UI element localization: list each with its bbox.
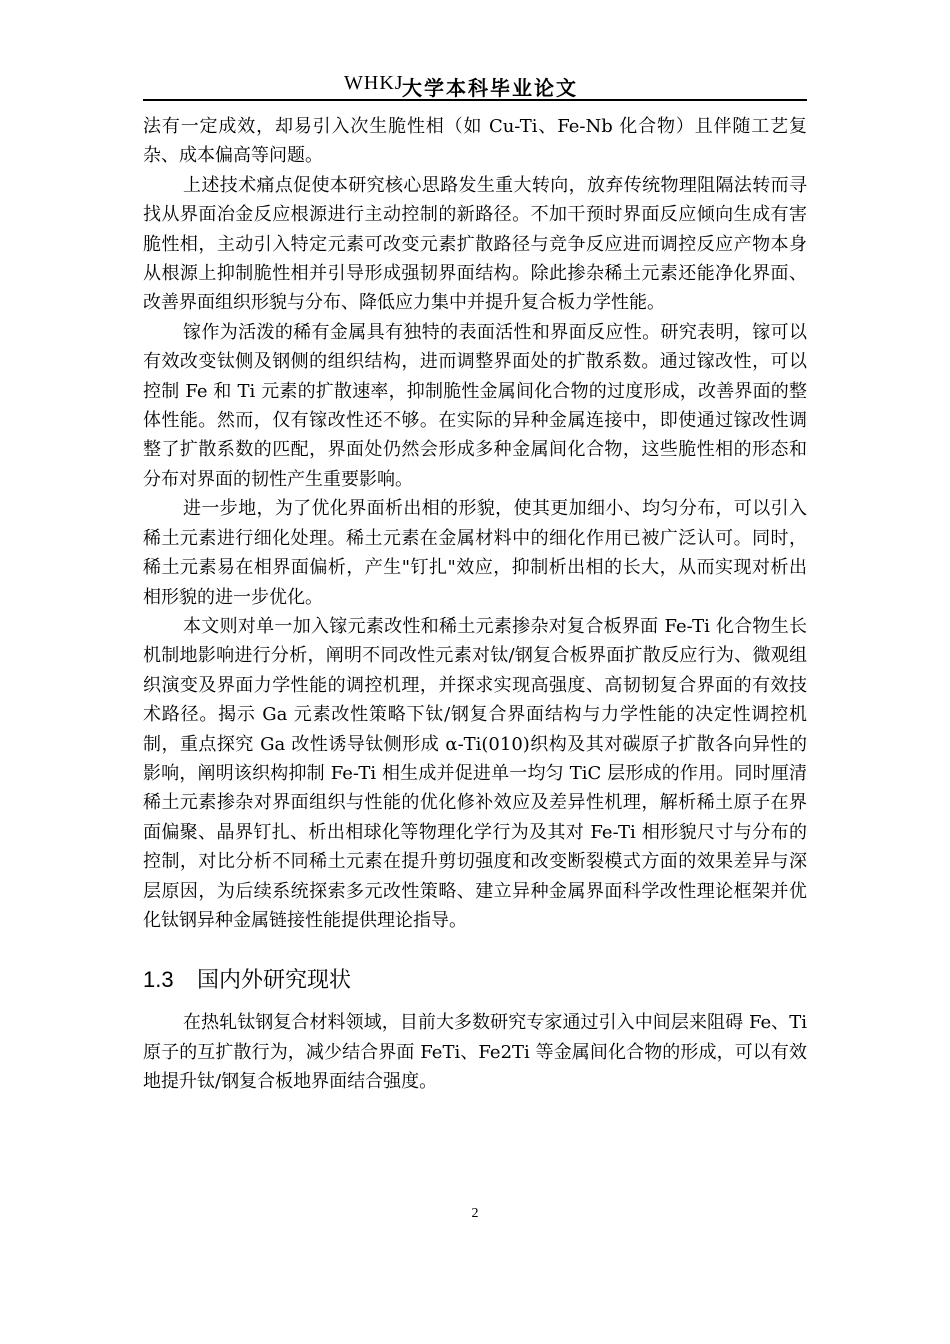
paragraph: 法有一定成效，却易引入次生脆性相（如 Cu-Ti、Fe-Nb 化合物）且伴随工艺复杂、成本偏高等问题。: [143, 116, 807, 167]
header-rule: [143, 99, 807, 101]
section-title: 国内外研究现状: [197, 968, 352, 994]
paragraph: 本文则对单一加入镓元素改性和稀土元素掺杂对复合板界面 Fe-Ti 化合物生长机制地影响进行分析，阐明不同改性元素对钛/钢复合板界面扩散反应行为、微观组织演变及界面力学性能的调控机理，并探求实现高强度、高韧韧复合界面的有效技术路径。揭示 Ga 元素改性策略下钛/钢复合界面结构与力学性能的决定性调控机制，重点探究 Ga 改性诱导钛侧形成 α-Ti(010)织构及其对碳原子扩散各向异性的影响，阐明该织构抑制 Fe-Ti 相生成并促进单一均匀 TiC 层形成的作用。同时厘清稀土元素掺杂对界面组织与性能的优化修补效应及差异性机理，解析稀土原子在界面偏聚、晶界钉扎、析出相球化等物理化学行为及其对 Fe-Ti 相形貌尺寸与分布的控制，对比分析不同稀土元素在提升剪切强度和改变断裂模式方面的效果差异与深层原因，为后续系统探索多元改性策略、建立异种金属界面科学改性理论框架并优化钛钢异种金属链接性能提供理论指导。: [143, 615, 807, 931]
document-body: [143, 112, 807, 1097]
page-number: 2: [471, 1206, 479, 1221]
section-number: 1.3: [143, 967, 174, 993]
header-title: 大学本科毕业论文: [402, 76, 578, 100]
section-heading: [143, 963, 807, 994]
paragraph: 上述技术痛点促使本研究核心思路发生重大转向，放弃传统物理阻隔法转而寻找从界面冶金反应根源进行主动控制的新路径。不加干预时界面反应倾向生成有害脆性相，主动引入特定元素可改变元素扩散路径与竞争反应进而调控反应产物本身从根源上抑制脆性相并引导形成强韧界面结构。除此掺杂稀土元素还能净化界面、改善界面组织形貌与分布、降低应力集中并提升复合板力学性能。: [143, 174, 807, 314]
header-code: WHKJ: [344, 72, 404, 94]
paragraph: 进一步地，为了优化界面析出相的形貌，使其更加细小、均匀分布，可以引入稀土元素进行细化处理。稀土元素在金属材料中的细化作用已被广泛认可。同时，稀土元素易在相界面偏析，产生"钉扎"效应，抑制析出相的长大，从而实现对析出相形貌的进一步优化。: [143, 498, 807, 608]
paragraph: 镓作为活泼的稀有金属具有独特的表面活性和界面反应性。研究表明，镓可以有效改变钛侧及钢侧的组织结构，进而调整界面处的扩散系数。通过镓改性，可以控制 Fe 和 Ti 元素的扩散速率，抑制脆性金属间化合物的过度形成，改善界面的整体性能。然而，仅有镓改性还不够。在实际的异种金属连接中，即使通过镓改性调整了扩散系数的匹配，界面处仍然会形成多种金属间化合物，这些脆性相的形态和分布对界面的韧性产生重要影响。: [143, 321, 807, 490]
paragraph: 在热轧钛钢复合材料领域，目前大多数研究专家通过引入中间层来阻碍 Fe、Ti 原子的互扩散行为，减少结合界面 FeTi、Fe2Ti 等金属间化合物的形成，可以有效地提升钛/钢复合板地界面结合强度。: [143, 1012, 807, 1093]
